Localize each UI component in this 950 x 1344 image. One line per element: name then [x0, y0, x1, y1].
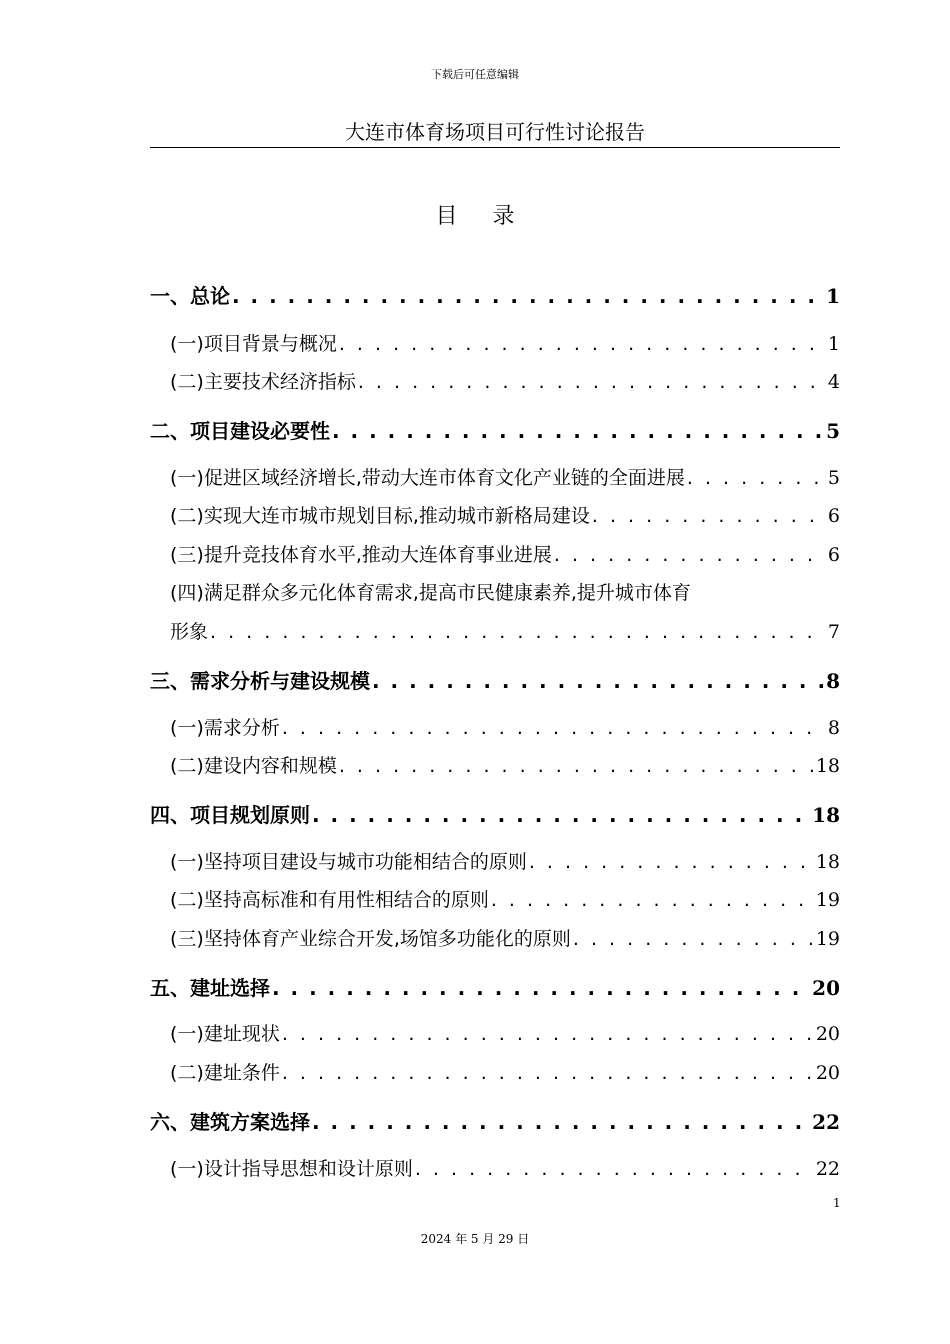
toc-entry-5-2[interactable]: (二)建址条件 . . . 20	[170, 1058, 840, 1085]
toc-entry-1-2[interactable]: (二)主要技术经济指标 . . . 4	[170, 367, 840, 394]
toc-entry-chapter-1[interactable]: 一、总论 . . . 1	[150, 280, 840, 309]
toc-entry-chapter-3[interactable]: 三、需求分析与建设规模 . . . 8	[150, 665, 840, 694]
toc-entry-chapter-2[interactable]: 二、项目建设必要性 . . . 5	[150, 415, 840, 444]
toc-entry-2-3[interactable]: (三)提升竞技体育水平,推动大连体育事业进展 . . . 6	[170, 540, 840, 567]
toc-heading: 目 录	[435, 204, 529, 229]
toc-entry-2-2[interactable]: (二)实现大连市城市规划目标,推动城市新格局建设 . . . 6	[170, 501, 840, 528]
toc-entry-2-4[interactable]: 形象 . . . 7	[170, 617, 840, 644]
toc-entry-chapter-4[interactable]: 四、项目规划原则 . . . 18	[150, 799, 840, 828]
toc-entry-chapter-6[interactable]: 六、建筑方案选择 . . . 22	[150, 1106, 840, 1135]
document-title: 大连市体育场项目可行性讨论报告	[150, 116, 840, 148]
toc-entry-4-2[interactable]: (二)坚持高标准和有用性相结合的原则 . . . 19	[170, 885, 840, 912]
toc-entry-chapter-5[interactable]: 五、建址选择 . . . 20	[150, 972, 840, 1001]
header-note: 下载后可任意编辑	[431, 68, 519, 81]
toc-entry-2-1[interactable]: (一)促进区域经济增长,带动大连市体育文化产业链的全面进展 . . . 5	[170, 463, 840, 490]
toc-entry-5-1[interactable]: (一)建址现状 . . . 20	[170, 1019, 840, 1046]
toc-entry-6-1[interactable]: (一)设计指导思想和设计原则 . . . 22	[170, 1154, 840, 1181]
toc-entry-3-1[interactable]: (一)需求分析 . . . 8	[170, 713, 840, 740]
toc-entry-1-1[interactable]: (一)项目背景与概况 . . . 1	[170, 329, 840, 356]
footer-date: 2024 年 5 月 29 日	[420, 1232, 530, 1246]
toc-entry-4-1[interactable]: (一)坚持项目建设与城市功能相结合的原则 . . . 18	[170, 847, 840, 874]
toc-entry-4-3[interactable]: (三)坚持体育产业综合开发,场馆多功能化的原则 . . . 19	[170, 924, 840, 951]
toc-entry-3-2[interactable]: (二)建设内容和规模 . . . 18	[170, 751, 840, 778]
toc-entry-2-4-line-1[interactable]: (四)满足群众多元化体育需求,提高市民健康素养,提升城市体育	[170, 582, 691, 604]
page-number: 1	[833, 1196, 841, 1210]
